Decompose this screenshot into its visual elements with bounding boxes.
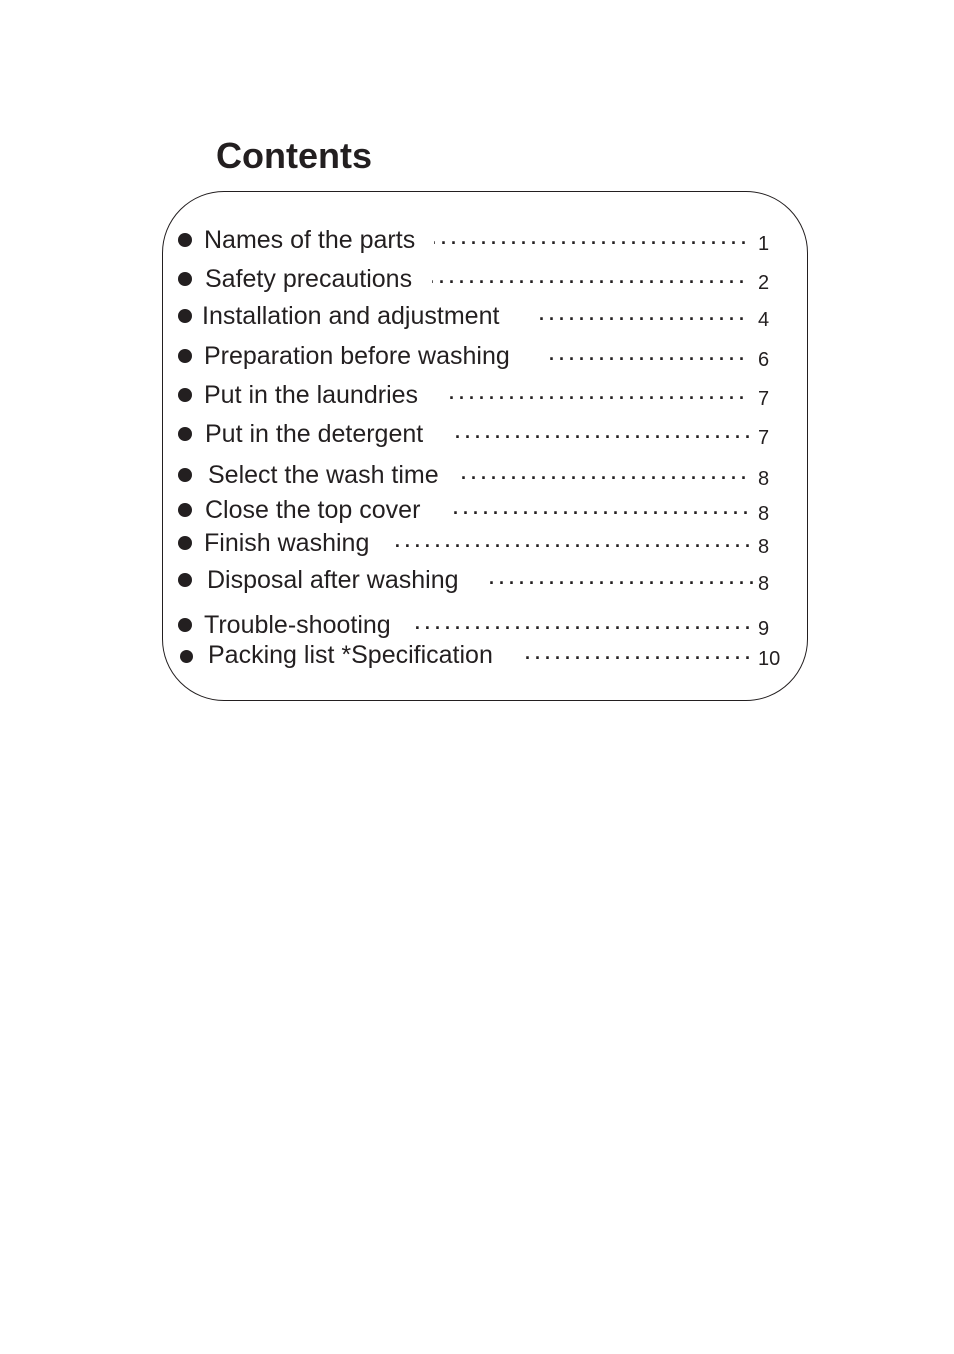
toc-entry-title: Put in the detergent bbox=[205, 420, 424, 448]
toc-page-number: 2 bbox=[758, 272, 770, 294]
dot-leader bbox=[450, 419, 750, 449]
toc-entry-title: Trouble-shooting bbox=[204, 611, 391, 639]
dot-leader bbox=[520, 640, 750, 670]
dot-leader bbox=[484, 565, 754, 595]
toc-entry bbox=[178, 565, 774, 595]
toc-page-number: 8 bbox=[758, 468, 770, 490]
toc-entry bbox=[178, 495, 774, 525]
bullet-icon bbox=[180, 650, 193, 663]
bullet-icon bbox=[178, 309, 192, 323]
dot-leader bbox=[448, 495, 748, 525]
toc-page-number: 9 bbox=[758, 618, 770, 640]
bullet-icon bbox=[178, 388, 192, 402]
dot-leader bbox=[390, 528, 750, 558]
toc-page-number: 7 bbox=[758, 427, 770, 449]
dot-leader bbox=[548, 341, 744, 371]
toc-entry bbox=[178, 380, 774, 410]
toc-entry-title: Close the top cover bbox=[205, 496, 421, 524]
toc-page-number: 1 bbox=[758, 233, 770, 255]
page-title: Contents bbox=[216, 135, 372, 176]
toc-entry bbox=[178, 264, 774, 294]
toc-entry-title: Select the wash time bbox=[208, 461, 439, 489]
toc-entry bbox=[178, 225, 774, 255]
toc-entry-title: Put in the laundries bbox=[204, 381, 419, 409]
dot-leader bbox=[462, 460, 746, 490]
bullet-icon bbox=[178, 468, 192, 482]
toc-entry bbox=[178, 419, 774, 449]
toc-entry-title: Disposal after washing bbox=[207, 566, 459, 594]
dot-leader bbox=[434, 225, 746, 255]
toc-page-number: 6 bbox=[758, 349, 770, 371]
toc-entry-title: Safety precautions bbox=[205, 265, 413, 293]
toc-entry-title: Installation and adjustment bbox=[202, 302, 500, 330]
bullet-icon bbox=[178, 427, 192, 441]
dot-leader bbox=[534, 301, 744, 331]
dot-leader bbox=[414, 610, 750, 640]
toc-page-number: 8 bbox=[758, 573, 770, 595]
toc-entry bbox=[178, 528, 774, 558]
toc-page-number: 8 bbox=[758, 536, 770, 558]
toc-entry-title: Packing list *Specification bbox=[208, 641, 493, 669]
toc-entry bbox=[178, 341, 774, 371]
toc-entry bbox=[178, 640, 781, 670]
toc-entry-title: Names of the parts bbox=[204, 226, 416, 254]
bullet-icon bbox=[178, 233, 192, 247]
toc-entry bbox=[178, 610, 774, 640]
bullet-icon bbox=[178, 272, 192, 286]
toc-entry bbox=[178, 460, 774, 490]
dot-leader bbox=[432, 264, 744, 294]
toc-entry-title: Finish washing bbox=[204, 529, 370, 557]
bullet-icon bbox=[178, 618, 192, 632]
toc-page-number: 8 bbox=[758, 503, 770, 525]
bullet-icon bbox=[178, 503, 192, 517]
toc-entry-title: Preparation before washing bbox=[204, 342, 510, 370]
toc-page-number: 7 bbox=[758, 388, 770, 410]
toc-page-number: 10 bbox=[758, 648, 781, 670]
dot-leader bbox=[446, 380, 744, 410]
toc-page-number: 4 bbox=[758, 309, 770, 331]
bullet-icon bbox=[178, 573, 192, 587]
toc-entry bbox=[178, 301, 774, 331]
bullet-icon bbox=[178, 536, 192, 550]
bullet-icon bbox=[178, 349, 192, 363]
